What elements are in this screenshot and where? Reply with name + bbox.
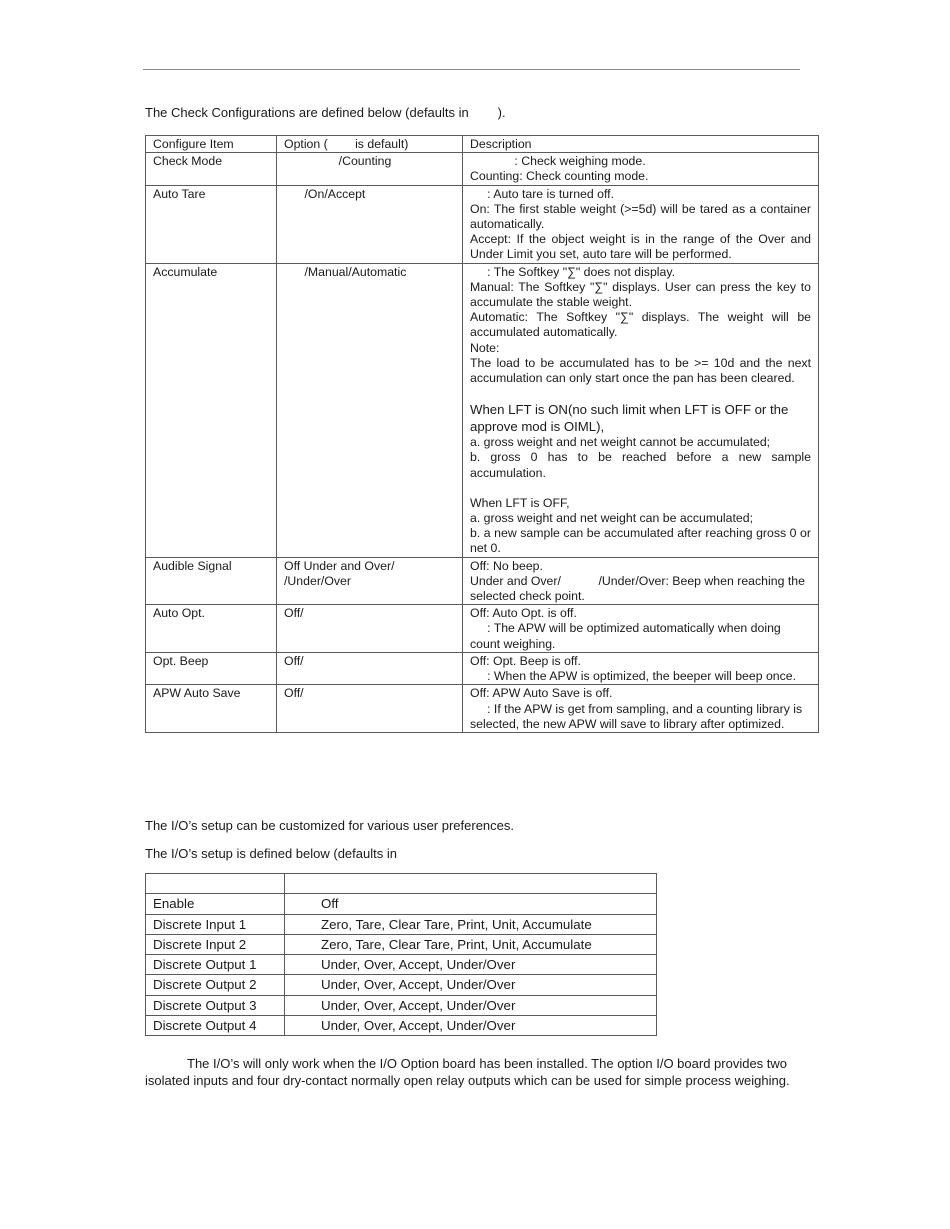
row-item: Opt. Beep xyxy=(146,652,277,684)
row-item: Audible Signal xyxy=(146,557,277,605)
desc-line: When LFT is ON(no such limit when LFT is OFF or the approve mod is OIML), xyxy=(470,402,789,435)
io-note-paragraph: The I/O’s will only work when the I/O Option board has been installed. The option I/O board provides two isolated inputs and four dry-contact normally open relay outputs which can be used for simple process weighing. xyxy=(145,1056,790,1089)
table-row xyxy=(146,975,657,995)
table-row xyxy=(146,955,657,975)
row-option: /Manual/Automatic xyxy=(277,263,463,557)
blank-line xyxy=(470,386,811,401)
option-text: Off Under and Over/ /Under/Over xyxy=(284,558,433,588)
desc-line: When LFT is OFF, xyxy=(470,495,570,510)
table-row xyxy=(146,934,657,954)
desc-line: On: The first stable weight (>=5d) will be tared as a container automatically. xyxy=(470,201,811,232)
desc-line: Under and Over/ /Under/Over: Beep when reaching the selected check point. xyxy=(470,573,809,604)
row-description xyxy=(463,153,819,185)
row-option: Off/ xyxy=(277,605,463,653)
blank-line xyxy=(470,481,811,496)
desc-line: : Check weighing mode. xyxy=(470,154,646,169)
check-config-table xyxy=(145,135,819,733)
desc-line: Off: Auto Opt. is off. xyxy=(470,606,577,621)
io-item: Discrete Output 3 xyxy=(146,995,285,1015)
desc-line: b. gross 0 has to be reached before a new sample accumulation. xyxy=(470,450,811,480)
header-configure-item: Configure Item xyxy=(146,136,277,153)
table-row xyxy=(146,605,819,653)
io-item: Discrete Output 4 xyxy=(146,1016,285,1036)
table-row xyxy=(146,652,819,684)
desc-line: Off: APW Auto Save is off. xyxy=(470,686,613,701)
row-description xyxy=(463,685,819,733)
io-intro-2: The I/O’s setup is defined below (defaults in xyxy=(145,846,397,861)
row-description xyxy=(463,652,819,684)
desc-line: : Auto tare is turned off. xyxy=(470,186,615,201)
row-item: Check Mode xyxy=(146,153,277,185)
row-item: APW Auto Save xyxy=(146,685,277,733)
table-row xyxy=(146,894,657,914)
row-option: /Counting xyxy=(277,153,463,185)
table-header-row xyxy=(146,136,819,153)
desc-line: a. gross weight and net weight can be accumulated; xyxy=(470,511,754,526)
row-item: Auto Opt. xyxy=(146,605,277,653)
table-row xyxy=(146,557,819,605)
row-item: Auto Tare xyxy=(146,185,277,263)
io-value: Zero, Tare, Clear Tare, Print, Unit, Accumulate xyxy=(285,914,657,934)
row-item: Accumulate xyxy=(146,263,277,557)
row-option xyxy=(277,557,463,605)
desc-line: b. a new sample can be accumulated after reaching gross 0 or net 0. xyxy=(470,526,811,556)
header-description: Description xyxy=(463,136,819,153)
desc-line: Off: No beep. xyxy=(470,558,543,573)
table-row xyxy=(146,263,819,557)
io-item: Enable xyxy=(146,894,285,914)
io-value: Under, Over, Accept, Under/Over xyxy=(285,975,657,995)
io-item: Discrete Input 1 xyxy=(146,914,285,934)
desc-line: The load to be accumulated has to be >= 10d and the next accumulation can only start once the pan has been cleared. xyxy=(470,355,811,386)
io-item: Discrete Input 2 xyxy=(146,934,285,954)
header-rule xyxy=(143,69,800,70)
io-value: Off xyxy=(285,894,657,914)
table-row xyxy=(146,1016,657,1036)
desc-line: : If the APW is get from sampling, and a counting library is selected, the new APW will save to library after optimized. xyxy=(470,701,806,731)
header-option: Option ( is default) xyxy=(277,136,463,153)
io-item: Discrete Output 1 xyxy=(146,955,285,975)
table-row xyxy=(146,995,657,1015)
desc-line: Manual: The Softkey "∑" displays. User can press the key to accumulate the stable weight. xyxy=(470,279,811,310)
row-option: Off/ xyxy=(277,685,463,733)
table-row xyxy=(146,185,819,263)
io-item: Discrete Output 2 xyxy=(146,975,285,995)
io-value: Under, Over, Accept, Under/Over xyxy=(285,955,657,975)
io-value: Under, Over, Accept, Under/Over xyxy=(285,1016,657,1036)
io-setup-table xyxy=(145,873,657,1036)
desc-line: Off: Opt. Beep is off. xyxy=(470,653,581,668)
row-description xyxy=(463,185,819,263)
row-description xyxy=(463,605,819,653)
desc-line: Accept: If the object weight is in the range of the Over and Under Limit you set, auto tare will be performed. xyxy=(470,232,811,262)
desc-line: Note: xyxy=(470,340,500,355)
io-header-item xyxy=(146,874,285,894)
row-option: Off/ xyxy=(277,652,463,684)
table-header-row xyxy=(146,874,657,894)
desc-line: : The APW will be optimized automatically when doing count weighing. xyxy=(470,621,785,651)
desc-line: a. gross weight and net weight cannot be accumulated; xyxy=(470,435,771,450)
check-config-intro: The Check Configurations are defined below (defaults in ). xyxy=(145,105,506,120)
row-description xyxy=(463,263,819,557)
desc-line: Automatic: The Softkey "∑" displays. The weight will be accumulated automatically. xyxy=(470,310,811,340)
desc-line: : When the APW is optimized, the beeper will beep once. xyxy=(470,669,797,684)
desc-line: Counting: Check counting mode. xyxy=(470,169,649,184)
table-row xyxy=(146,914,657,934)
desc-line: : The Softkey "∑" does not display. xyxy=(470,264,676,279)
io-header-value xyxy=(285,874,657,894)
table-row xyxy=(146,153,819,185)
io-value: Zero, Tare, Clear Tare, Print, Unit, Accumulate xyxy=(285,934,657,954)
io-intro-1: The I/O’s setup can be customized for various user preferences. xyxy=(145,818,514,833)
io-value: Under, Over, Accept, Under/Over xyxy=(285,995,657,1015)
table-row xyxy=(146,685,819,733)
row-option: /On/Accept xyxy=(277,185,463,263)
row-description xyxy=(463,557,819,605)
